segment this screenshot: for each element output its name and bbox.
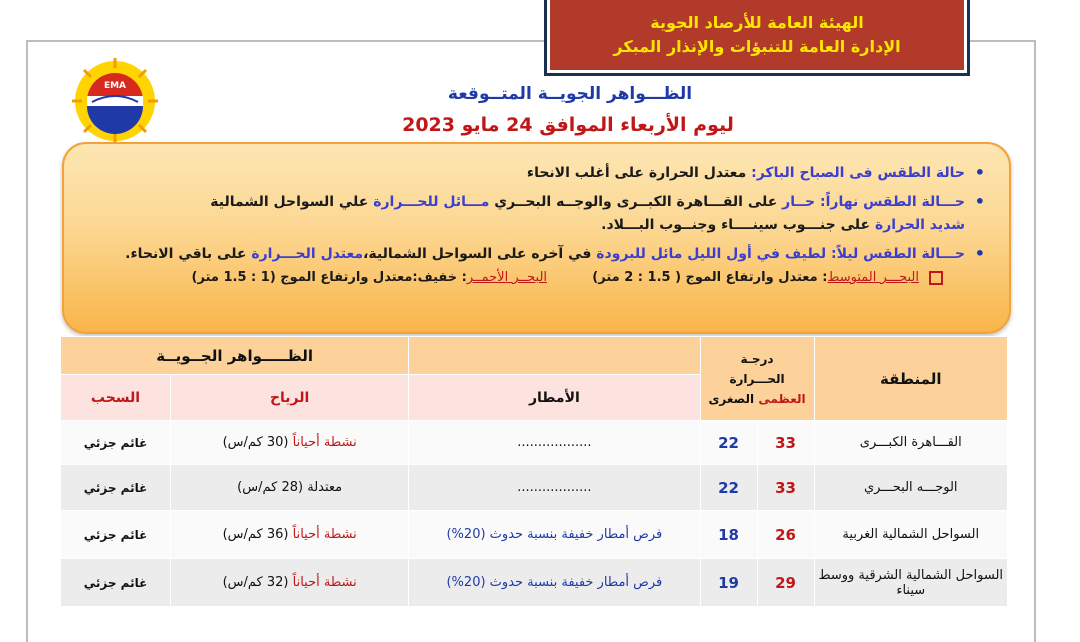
logo-text: EMA [103,81,127,91]
sea-state: البحـــر المتوسط: معتدل وارتفاع الموج ( 1.5 : 2 متر) البحــر الأحمــر: خفيف:معتدل وارتفاع الموج (1 : 1.5 متر) [85,270,943,285]
wind-cell: نشطة أحياناً (32 كم/س) [171,559,409,607]
region-cell: القـــاهرة الكبـــرى [814,421,1007,465]
header-clouds: السحب [61,375,171,421]
rain-cell: فرص أمطار خفيفة بنسبة حدوث (20%) [409,511,700,559]
rain-cell: فرص أمطار خفيفة بنسبة حدوث (20%) [409,559,700,607]
header-region: المنطقة [814,337,1007,421]
region-cell: السواحل الشمالية الغربية [814,511,1007,559]
page-title: الظـــواهر الجويــة المتــوقعة [447,84,693,104]
min-temp-cell: 18 [700,511,757,559]
table-row [61,465,1008,511]
max-temp-cell: 26 [757,511,814,559]
min-temp-cell: 22 [700,421,757,465]
clouds-cell: غائم جزئي [61,465,171,511]
wind-cell: نشطة أحياناً (36 كم/س) [171,511,409,559]
org-name: الهيئة العامة للأرصاد الجوية [650,13,864,32]
region-cell: السواحل الشمالية الشرقية ووسط سيناء [814,559,1007,607]
clouds-cell: غائم جزئي [61,421,171,465]
rain-cell: .................. [409,421,700,465]
forecast-summary-box [62,142,1011,334]
min-temp-cell: 22 [700,465,757,511]
night-weather: • حـــالة الطقس ليلاً: لطيف في أول الليل مائل للبرودة في آخره على السواحل الشمالية،معتدل الحـــرارة على باقي الانحاء. [85,243,985,265]
header-wind: الرياح [171,375,409,421]
min-temp-cell: 19 [700,559,757,607]
checkbox-icon [929,271,943,285]
org-department: الإدارة العامة للتنبؤات والإنذار المبكر [613,37,901,56]
max-temp-cell: 33 [757,421,814,465]
header-blank [409,337,700,375]
header-temperature: درجـة الحـــرارة العظمى الصغرى [700,337,814,421]
weather-table [60,336,1008,607]
forecast-date: ليوم الأربعاء الموافق 24 مايو 2023 [402,114,734,136]
table-row [61,559,1008,607]
morning-weather: • حالة الطقس فى الصباح الباكر: معتدل الحرارة على أغلب الانحاء [85,162,985,184]
max-temp-cell: 29 [757,559,814,607]
daytime-weather-continued: شديد الحرارة على جنـــوب سينــــاء وجنــوب البـــلاد. [601,217,965,233]
max-temp-cell: 33 [757,465,814,511]
table-row [61,511,1008,559]
rain-cell: .................. [409,465,700,511]
clouds-cell: غائم جزئي [61,511,171,559]
clouds-cell: غائم جزئي [61,559,171,607]
table-row [61,421,1008,465]
region-cell: الوجـــه البحـــري [814,465,1007,511]
wind-cell: نشطة أحياناً (30 كم/س) [171,421,409,465]
organization-header [544,0,970,76]
wind-cell: معتدلة (28 كم/س) [171,465,409,511]
daytime-weather: • حـــالة الطقس نهاراً: حــار على القـــاهرة الكبــرى والوجــه البحــري مـــائل للحـــرارة علي السواحل الشمالية [85,191,985,213]
header-rain: الأمطار [409,375,700,421]
header-phenomena: الظـــــواهر الجــويــة [61,337,409,375]
